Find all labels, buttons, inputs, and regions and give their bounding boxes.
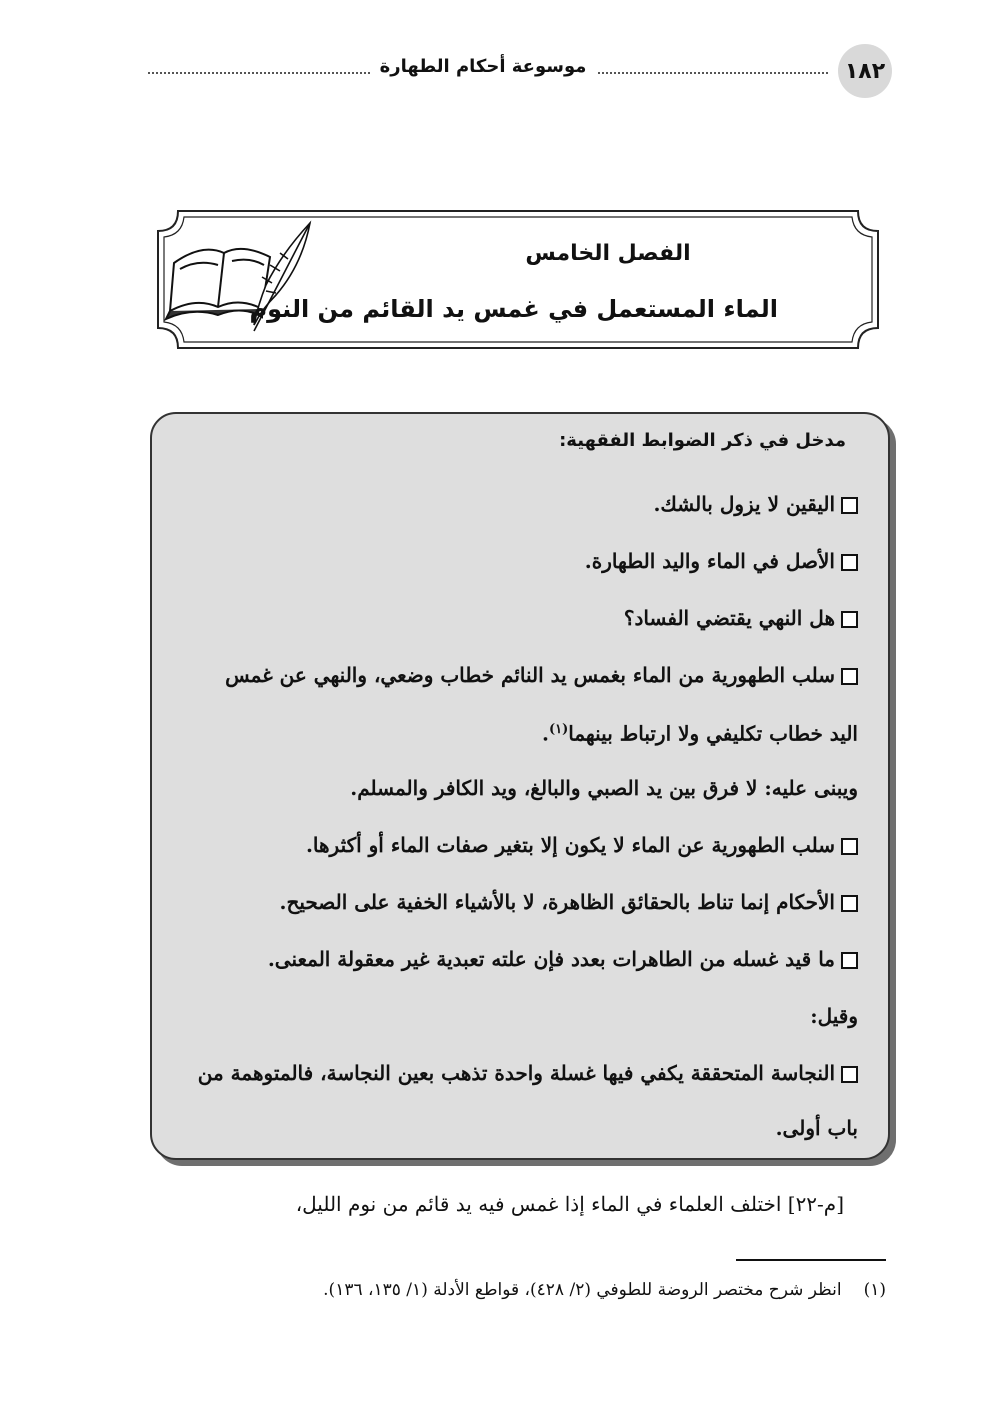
- footnote-number: (١): [863, 1280, 886, 1300]
- page-number: ١٨٢: [838, 44, 892, 98]
- checkbox-icon: [841, 1066, 858, 1083]
- running-title: موسوعة أحكام الطهارة: [379, 56, 587, 77]
- header-divider-left: [148, 72, 370, 74]
- checkbox-icon: [841, 952, 858, 969]
- rule-item: الأصل في الماء واليد الطهارة.: [158, 533, 858, 590]
- checkbox-icon: [841, 668, 858, 685]
- chapter-heading-frame: [148, 207, 888, 352]
- chapter-title: الماء المستعمل في غمس يد القائم من النوم: [249, 295, 778, 323]
- book-quill-icon: [162, 213, 312, 343]
- jurisprudential-rules-box: [150, 412, 890, 1160]
- checkbox-icon: [841, 611, 858, 628]
- rule-item: اليقين لا يزول بالشك.: [158, 476, 858, 533]
- rule-item: سلب الطهورية عن الماء لا يكون إلا بتغير صفات الماء أو أكثرها.: [158, 817, 858, 874]
- checkbox-icon: [841, 497, 858, 514]
- footnote: [323, 1280, 886, 1300]
- footnote-reference[interactable]: (١): [548, 722, 569, 737]
- footnote-divider: [736, 1259, 886, 1261]
- rule-item: الأحكام إنما تناط بالحقائق الظاهرة، لا بالأشياء الخفية على الصحيح.: [158, 874, 858, 931]
- page-header: [140, 44, 892, 104]
- rules-box-title: مدخل في ذكر الضوابط الفقهية:: [559, 430, 846, 451]
- body-paragraph: [م-٢٢] اختلف العلماء في الماء إذا غمس فيه يد قائم من نوم الليل،: [295, 1192, 844, 1216]
- rule-item: هل النهي يقتضي الفساد؟: [158, 590, 858, 647]
- rule-item: ما قيد غسله من الطاهرات بعدد فإن علته تعبدية غير معقولة المعنى.: [158, 931, 858, 988]
- chapter-label: الفصل الخامس: [525, 241, 691, 266]
- header-divider-right: [598, 72, 828, 74]
- rule-note: ويبنى عليه: لا فرق بين يد الصبي والبالغ، ويد الكافر والمسلم.: [350, 775, 858, 800]
- rule-item-continuation: اليد خطاب تكليفي ولا ارتباط بينهما$^{(١)}$.: [542, 721, 858, 746]
- rule-item: سلب الطهورية من الماء بغمس يد النائم خطاب وضعي، والنهي عن غمس: [158, 647, 858, 704]
- rule-item: النجاسة المتحققة يكفي فيها غسلة واحدة تذهب بعين النجاسة، فالمتوهمة من: [158, 1045, 858, 1102]
- rule-item-continuation: باب أولى.: [775, 1115, 858, 1140]
- rules-list: [158, 476, 858, 1154]
- checkbox-icon: [841, 838, 858, 855]
- checkbox-icon: [841, 554, 858, 571]
- rule-note: وقيل:: [810, 1003, 858, 1028]
- footnote-text: انظر شرح مختصر الروضة للطوفي (٢/ ٤٢٨)، قواطع الأدلة (١/ ١٣٥، ١٣٦).: [323, 1280, 842, 1300]
- checkbox-icon: [841, 895, 858, 912]
